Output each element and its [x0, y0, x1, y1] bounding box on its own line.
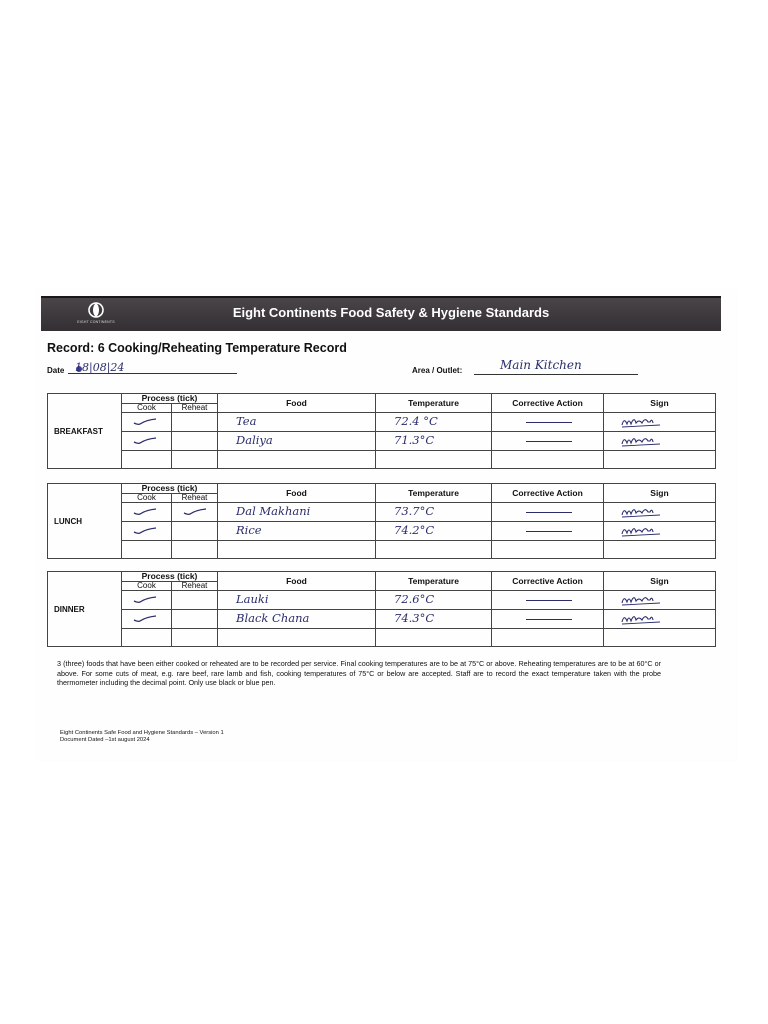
area-outlet-label: Area / Outlet: — [412, 366, 463, 375]
food-cell[interactable] — [218, 451, 376, 469]
corrective-action-cell[interactable] — [492, 629, 604, 647]
reheat-cell[interactable] — [172, 503, 218, 522]
tick-mark-icon — [132, 506, 158, 518]
cook-cell[interactable] — [122, 610, 172, 629]
footer-date: Document Dated –1st august 2024 — [60, 737, 150, 743]
reheat-cell[interactable] — [172, 541, 218, 559]
temperature-header: Temperature — [376, 484, 492, 503]
sign-cell[interactable] — [604, 503, 716, 522]
temperature-cell[interactable] — [376, 522, 492, 541]
corrective-action-cell[interactable] — [492, 591, 604, 610]
table-row — [48, 451, 716, 469]
sign-cell[interactable] — [604, 451, 716, 469]
reheat-cell[interactable] — [172, 522, 218, 541]
food-value: Dal Makhani — [236, 504, 311, 518]
reheat-header: Reheat — [172, 582, 218, 591]
temperature-value: 71.3°C — [394, 433, 435, 447]
meal-table-breakfast — [47, 393, 716, 469]
cook-cell[interactable] — [122, 522, 172, 541]
cook-cell[interactable] — [122, 413, 172, 432]
area-outlet-field[interactable] — [474, 374, 638, 375]
corrective-action-header: Corrective Action — [492, 394, 604, 413]
dash-mark — [526, 619, 572, 620]
food-cell[interactable] — [218, 503, 376, 522]
meal-name: DINNER — [48, 572, 122, 647]
tick-mark-icon — [132, 435, 158, 447]
sign-cell[interactable] — [604, 432, 716, 451]
dash-mark — [526, 422, 572, 423]
temperature-cell[interactable] — [376, 413, 492, 432]
food-cell[interactable] — [218, 629, 376, 647]
meal-name: BREAKFAST — [48, 394, 122, 469]
temperature-value: 73.7°C — [394, 504, 435, 518]
area-outlet-value: Main Kitchen — [500, 358, 582, 372]
date-value: 18|08|24 — [75, 361, 125, 374]
meal-table-dinner — [47, 571, 716, 647]
reheat-cell[interactable] — [172, 591, 218, 610]
temperature-cell[interactable] — [376, 432, 492, 451]
sign-header: Sign — [604, 484, 716, 503]
food-header: Food — [218, 394, 376, 413]
header-title: Eight Continents Food Safety & Hygiene Standards — [232, 305, 550, 320]
corrective-action-cell[interactable] — [492, 541, 604, 559]
corrective-action-header: Corrective Action — [492, 484, 604, 503]
temperature-cell[interactable] — [376, 591, 492, 610]
logo-text: EIGHT CONTINENTS — [77, 320, 115, 324]
tick-mark-icon — [132, 594, 158, 606]
cook-header: Cook — [122, 404, 172, 413]
food-header: Food — [218, 572, 376, 591]
meal-name: LUNCH — [48, 484, 122, 559]
reheat-cell[interactable] — [172, 629, 218, 647]
corrective-action-cell[interactable] — [492, 451, 604, 469]
dash-mark — [526, 441, 572, 442]
signature-icon — [620, 432, 664, 448]
corrective-action-cell[interactable] — [492, 432, 604, 451]
food-header: Food — [218, 484, 376, 503]
reheat-cell[interactable] — [172, 413, 218, 432]
cook-cell[interactable] — [122, 591, 172, 610]
signature-icon — [620, 522, 664, 538]
signature-icon — [620, 413, 664, 429]
corrective-action-cell[interactable] — [492, 503, 604, 522]
table-row — [48, 503, 716, 522]
signature-icon — [620, 610, 664, 626]
sign-cell[interactable] — [604, 522, 716, 541]
instructions-note: 3 (three) foods that have been either cooked or reheated are to be recorded per service. Final cooking temperatures are to be at 75°C or above. Reheating temperatures are to be at 60°C or above. For some cuts of meat, e.g. rare beef, rare lamb and fish, cooking temperatures of 75°C or below are accepted. Staff are to record the exact temperature taken with the probe thermometer including the decimal point. Only use black or blue pen. — [57, 659, 661, 687]
dash-mark — [526, 600, 572, 601]
temperature-value: 72.4 °C — [394, 414, 438, 428]
sign-cell[interactable] — [604, 591, 716, 610]
cook-cell[interactable] — [122, 503, 172, 522]
date-label: Date — [47, 366, 65, 375]
cook-cell[interactable] — [122, 541, 172, 559]
temperature-value: 72.6°C — [394, 592, 435, 606]
process-header: Process (tick) — [122, 484, 218, 494]
temperature-cell[interactable] — [376, 451, 492, 469]
cook-cell[interactable] — [122, 451, 172, 469]
temperature-value: 74.2°C — [394, 523, 435, 537]
sign-cell[interactable] — [604, 413, 716, 432]
tick-mark-icon — [132, 613, 158, 625]
table-row — [48, 413, 716, 432]
signature-icon — [620, 591, 664, 607]
sign-cell[interactable] — [604, 610, 716, 629]
tick-mark-icon — [132, 416, 158, 428]
table-row — [48, 610, 716, 629]
process-header: Process (tick) — [122, 572, 218, 582]
tick-mark-icon — [182, 506, 208, 518]
corrective-action-cell[interactable] — [492, 522, 604, 541]
cook-header: Cook — [122, 582, 172, 591]
record-title: Record: 6 Cooking/Reheating Temperature Record — [47, 341, 347, 355]
table-row — [48, 432, 716, 451]
sign-cell[interactable] — [604, 629, 716, 647]
corrective-action-header: Corrective Action — [492, 572, 604, 591]
corrective-action-cell[interactable] — [492, 610, 604, 629]
temperature-cell[interactable] — [376, 541, 492, 559]
food-cell[interactable] — [218, 591, 376, 610]
process-header: Process (tick) — [122, 394, 218, 404]
dash-mark — [526, 531, 572, 532]
reheat-header: Reheat — [172, 494, 218, 503]
food-value: Daliya — [236, 433, 273, 447]
table-row — [48, 522, 716, 541]
meal-table-lunch — [47, 483, 716, 559]
table-row — [48, 591, 716, 610]
cook-header: Cook — [122, 494, 172, 503]
food-value: Tea — [236, 414, 257, 428]
food-cell[interactable] — [218, 522, 376, 541]
reheat-cell[interactable] — [172, 610, 218, 629]
temperature-header: Temperature — [376, 572, 492, 591]
sign-header: Sign — [604, 572, 716, 591]
cook-cell[interactable] — [122, 629, 172, 647]
food-cell[interactable] — [218, 413, 376, 432]
food-cell[interactable] — [218, 432, 376, 451]
header-banner — [41, 296, 721, 331]
dash-mark — [526, 512, 572, 513]
temperature-cell[interactable] — [376, 629, 492, 647]
temperature-header: Temperature — [376, 394, 492, 413]
corrective-action-cell[interactable] — [492, 413, 604, 432]
document-footer — [60, 730, 224, 744]
table-row — [48, 541, 716, 559]
temperature-cell[interactable] — [376, 503, 492, 522]
reheat-header: Reheat — [172, 404, 218, 413]
food-cell[interactable] — [218, 610, 376, 629]
sign-header: Sign — [604, 394, 716, 413]
food-value: Lauki — [236, 592, 269, 606]
tick-mark-icon — [132, 525, 158, 537]
footer-version: Eight Continents Safe Food and Hygiene Standards – Version 1 — [60, 730, 224, 736]
cook-cell[interactable] — [122, 432, 172, 451]
reheat-cell[interactable] — [172, 451, 218, 469]
food-value: Rice — [236, 523, 262, 537]
sign-cell[interactable] — [604, 541, 716, 559]
reheat-cell[interactable] — [172, 432, 218, 451]
temperature-value: 74.3°C — [394, 611, 435, 625]
table-row — [48, 629, 716, 647]
food-value: Black Chana — [236, 611, 310, 625]
signature-icon — [620, 503, 664, 519]
temperature-cell[interactable] — [376, 610, 492, 629]
food-cell[interactable] — [218, 541, 376, 559]
